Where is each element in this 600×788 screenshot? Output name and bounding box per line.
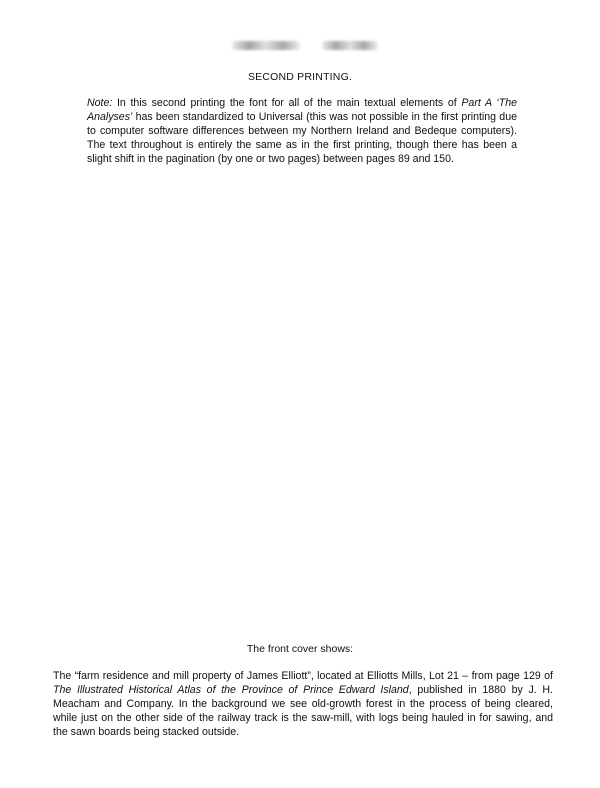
note-label: Note: xyxy=(87,97,113,109)
cover-text-end: , published in 1880 by J. H. Meacham and Company. In the background we see old-growth forest in the process of being cleared, while just on the other side of the railway track is the saw-mill, with logs being hauled in for sawing, and the sawn boards being stacked outside. xyxy=(53,684,553,739)
page-heading: SECOND PRINTING. xyxy=(247,71,353,83)
cover-heading: The front cover shows: xyxy=(246,643,354,655)
note-part-title: Part A ‘The Analyses’ xyxy=(87,97,517,124)
note-text-start: In this second printing the font for all of the main textual elements of xyxy=(112,97,462,109)
printing-note xyxy=(87,96,517,166)
cover-description xyxy=(53,669,553,739)
cover-text-start: The “farm residence and mill property of James Elliott”, located at Elliotts Mills, Lot 21 – from page 129 of xyxy=(53,670,553,682)
note-text-end: has been standardized to Universal (this was not possible in the first printing due to computer software differences between my Northern Ireland and Bedeque computers). The text throughout is entirely the same as in the first printing, though there has been a slight shift in the pagination (by one or two pages) between pages 89 and 150. xyxy=(87,111,517,166)
smudged-header-mark-left xyxy=(232,41,300,50)
atlas-title: The Illustrated Historical Atlas of the Province of Prince Edward Island xyxy=(53,684,409,697)
smudged-header-mark-right xyxy=(322,41,378,50)
